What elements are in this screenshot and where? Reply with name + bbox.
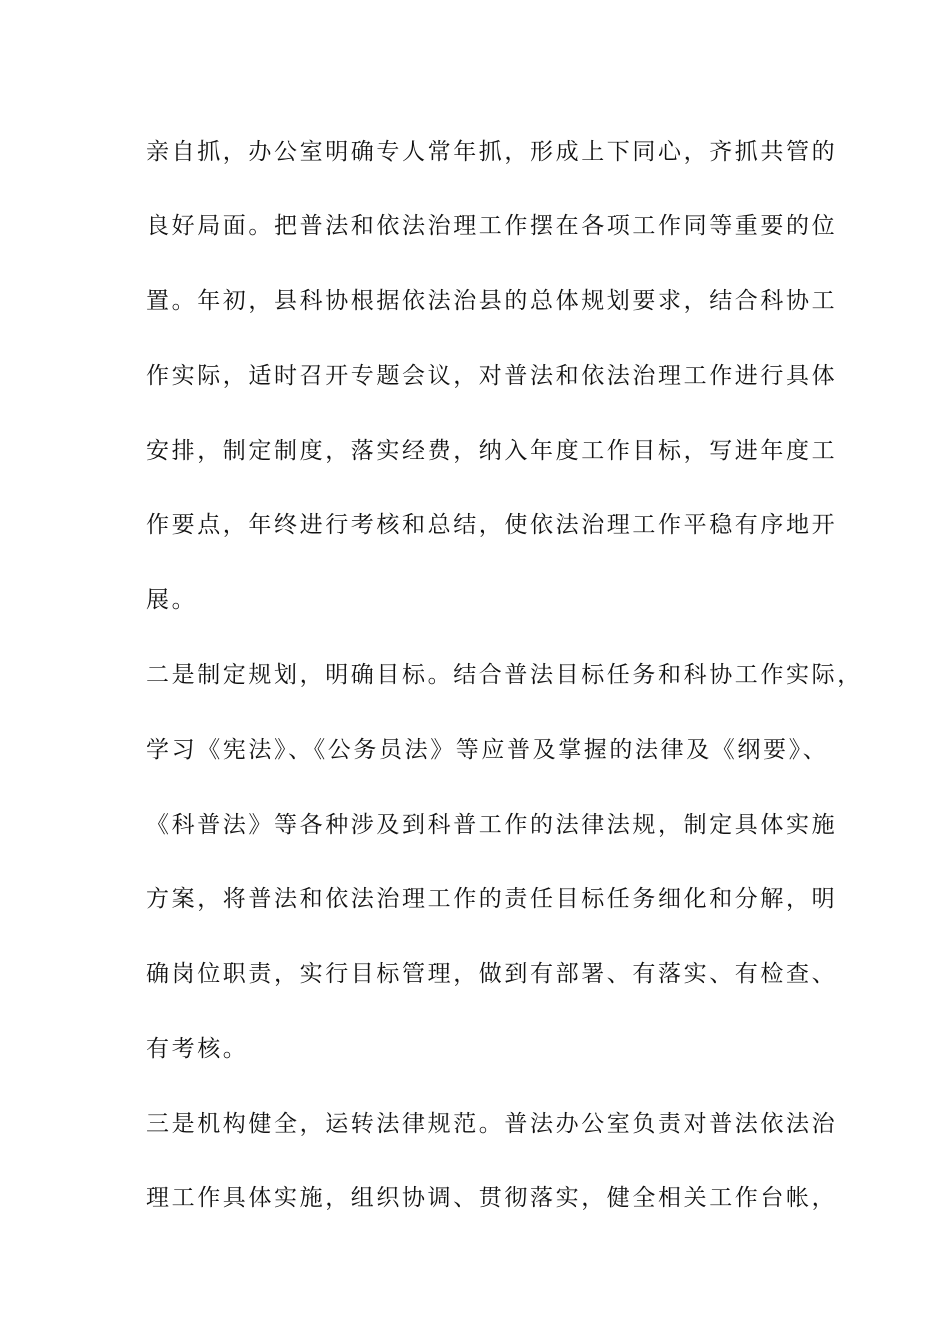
- paragraph-line: 方案，将普法和依法治理工作的责任目标任务细化和分解，明: [146, 886, 838, 912]
- paragraph-line: 确岗位职责，实行目标管理，做到有部署、有落实、有检查、: [146, 961, 838, 987]
- paragraph-line: 良好局面。把普法和依法治理工作摆在各项工作同等重要的位: [146, 213, 838, 239]
- paragraph-line: 展。: [146, 587, 198, 613]
- paragraph-line: 置。年初，县科协根据依法治县的总体规划要求，结合科协工: [146, 288, 838, 314]
- paragraph-line: 有考核。: [146, 1036, 249, 1062]
- paragraph-line: 亲自抓，办公室明确专人常年抓，形成上下同心，齐抓共管的: [146, 139, 838, 165]
- paragraph-line: 《科普法》等各种涉及到科普工作的法律法规，制定具体实施: [146, 812, 838, 838]
- paragraph-line: 二是制定规划，明确目标。结合普法目标任务和科协工作实际，: [146, 662, 863, 688]
- paragraph-line: 作实际，适时召开专题会议，对普法和依法治理工作进行具体: [146, 363, 838, 389]
- paragraph-line: 学习《宪法》、《公务员法》等应普及掌握的法律及《纲要》、: [146, 737, 829, 763]
- paragraph-line: 三是机构健全，运转法律规范。普法办公室负责对普法依法治: [146, 1111, 838, 1137]
- paragraph-line: 理工作具体实施，组织协调、贯彻落实，健全相关工作台帐，: [146, 1185, 838, 1211]
- paragraph-line: 作要点，年终进行考核和总结，使依法治理工作平稳有序地开: [146, 512, 838, 538]
- paragraph-line: 安排，制定制度，落实经费，纳入年度工作目标，写进年度工: [146, 438, 838, 464]
